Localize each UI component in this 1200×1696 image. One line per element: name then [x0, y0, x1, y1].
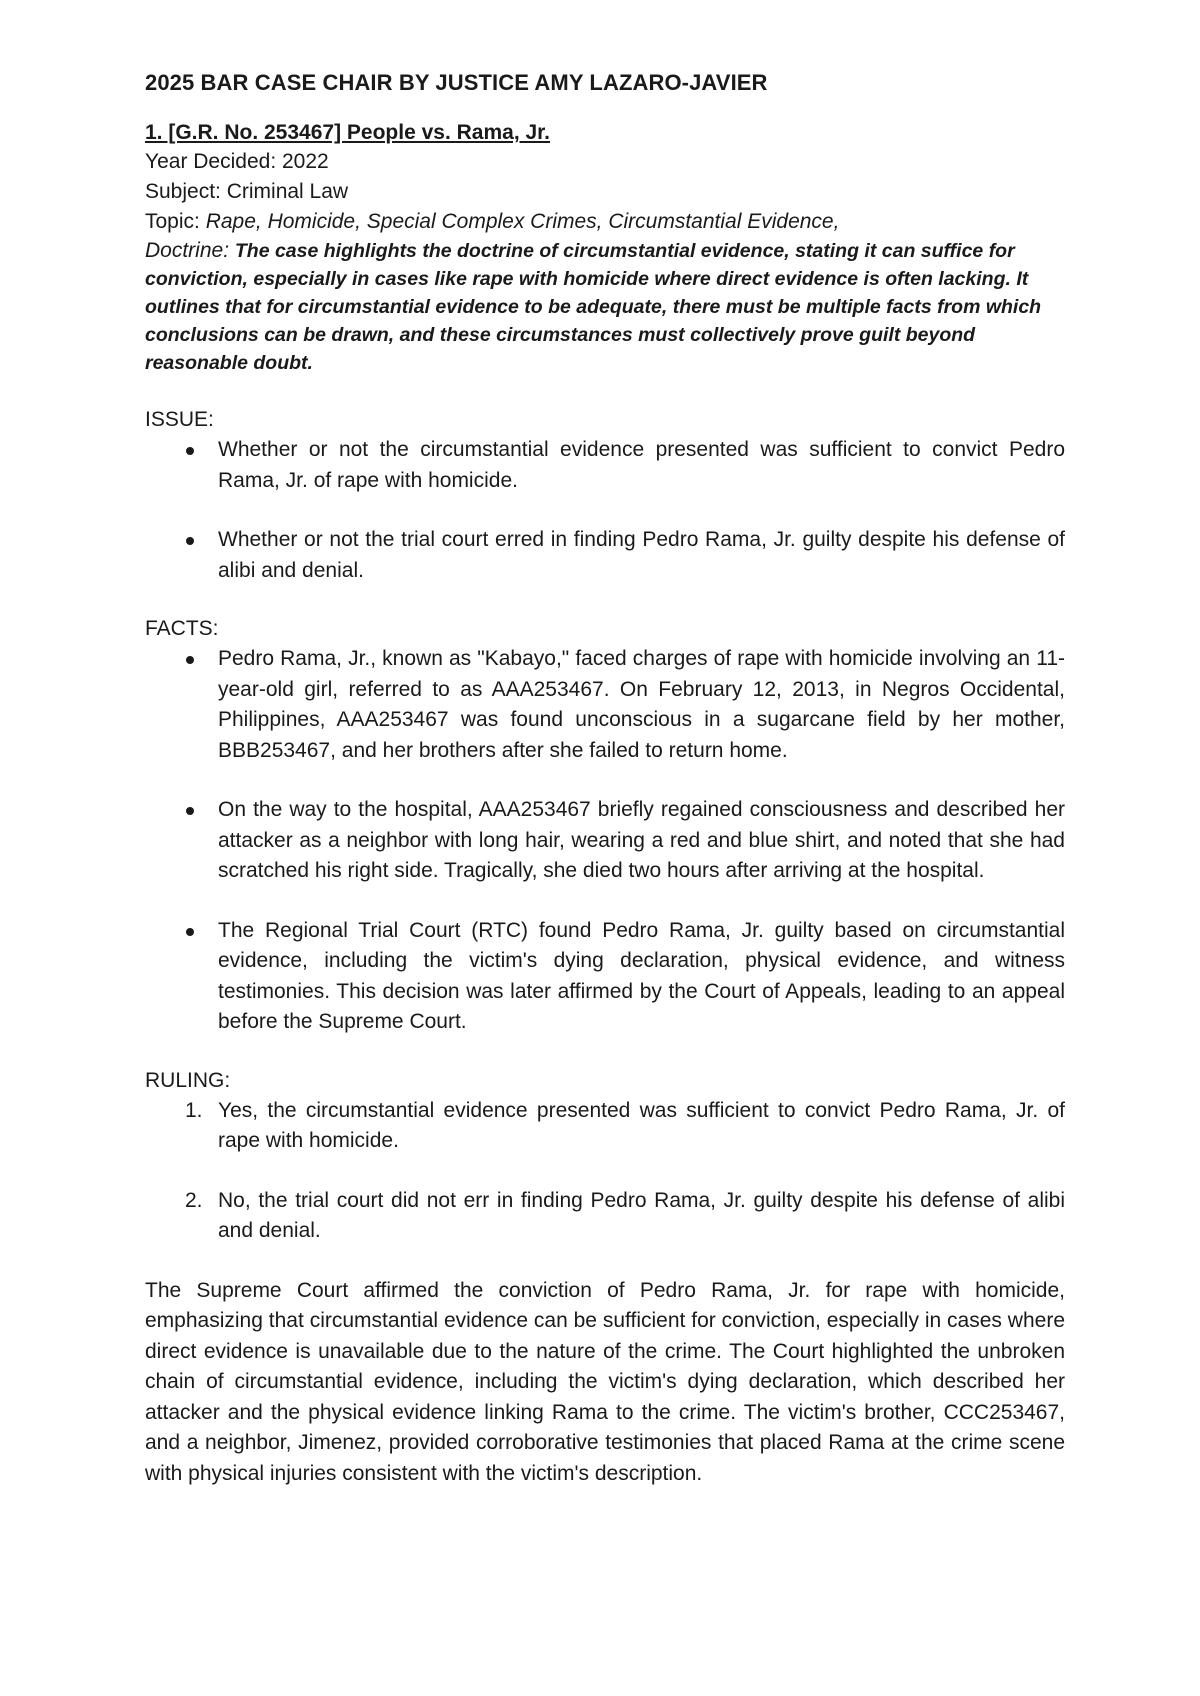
facts-list — [145, 644, 1065, 1038]
bullet-icon — [186, 537, 194, 545]
list-item-text: No, the trial court did not err in finding Pedro Rama, Jr. guilty despite his defense of alibi and denial. — [218, 1188, 1065, 1242]
list-number: 1. — [185, 1098, 203, 1122]
doctrine-text: The case highlights the doctrine of circumstantial evidence, stating it can suffice for conviction, especially in cases like rape with homicide where direct evidence is often lacking. It outlines that for circumstantial evidence to be adequate, there must be multiple facts from which conclusions can be drawn, and these circumstances must collectively prove guilt beyond reasonable doubt. — [145, 240, 1042, 374]
list-item-text: The Regional Trial Court (RTC) found Pedro Rama, Jr. guilty based on circumstantial evidence, including the victim's dying declaration, physical evidence, and witness testimonies. This decision was later affirmed by the Court of Appeals, leading to an appeal before the Supreme Court. — [218, 918, 1065, 1033]
doctrine-label: Doctrine: — [145, 239, 235, 262]
list-item — [145, 1096, 1065, 1157]
document-page — [145, 70, 1065, 1489]
doctrine — [145, 237, 1065, 377]
bullet-icon — [186, 807, 194, 815]
topic-label: Topic: — [145, 210, 206, 233]
ruling-list — [145, 1096, 1065, 1247]
topic — [145, 207, 1065, 237]
list-item — [145, 525, 1065, 586]
issue-heading: ISSUE: — [145, 408, 214, 431]
ruling-heading: RULING: — [145, 1068, 231, 1092]
facts-heading: FACTS: — [145, 617, 219, 640]
bullet-icon — [186, 447, 194, 455]
topic-value: Rape, Homicide, Special Complex Crimes, Circumstantial Evidence, — [205, 210, 840, 233]
list-item-text: Whether or not the circumstantial evidence presented was sufficient to convict Pedro Rama, Jr. of rape with homicide. — [218, 438, 1065, 492]
list-number: 2. — [185, 1188, 203, 1212]
subject: Subject: Criminal Law — [145, 180, 349, 203]
ruling-closing-paragraph: The Supreme Court affirmed the conviction of Pedro Rama, Jr. for rape with homicide, emphasizing that circumstantial evidence can be sufficient for conviction, especially in cases where direct evidence is unavailable due to the nature of the crime. The Court highlighted the unbroken chain of circumstantial evidence, including the victim's dying declaration, which described her attacker and the physical evidence linking Rama to the crime. The victim's brother, CCC253467, and a neighbor, Jimenez, provided corroborative testimonies that placed Rama at the crime scene with physical injuries consistent with the victim's description. — [145, 1278, 1065, 1485]
bullet-icon — [186, 656, 194, 664]
document-title: 2025 BAR CASE CHAIR BY JUSTICE AMY LAZARO-JAVIER — [145, 70, 768, 95]
list-item-text: Pedro Rama, Jr., known as "Kabayo," faced charges of rape with homicide involving an 11-year-old girl, referred to as AAA253467. On February 12, 2013, in Negros Occidental, Philippines, AAA253467 was found unconscious in a sugarcane field by her mother, BBB253467, and her brothers after she failed to return home. — [218, 647, 1065, 762]
list-item — [145, 916, 1065, 1038]
year-decided: Year Decided: 2022 — [145, 150, 329, 173]
list-item-text: On the way to the hospital, AAA253467 briefly regained consciousness and described her attacker as a neighbor with long hair, wearing a red and blue shirt, and noted that she had scratched his right side. Tragically, she died two hours after arriving at the hospital. — [218, 798, 1065, 882]
list-item — [145, 1186, 1065, 1247]
bullet-icon — [186, 928, 194, 936]
list-item — [145, 644, 1065, 766]
list-item — [145, 795, 1065, 887]
list-item-text: Whether or not the trial court erred in finding Pedro Rama, Jr. guilty despite his defense of alibi and denial. — [218, 528, 1065, 582]
list-item-text: Yes, the circumstantial evidence presented was sufficient to convict Pedro Rama, Jr. of rape with homicide. — [218, 1098, 1065, 1152]
list-item — [145, 435, 1065, 496]
case-heading: 1. [G.R. No. 253467] People vs. Rama, Jr. — [145, 121, 551, 144]
issue-list — [145, 435, 1065, 586]
